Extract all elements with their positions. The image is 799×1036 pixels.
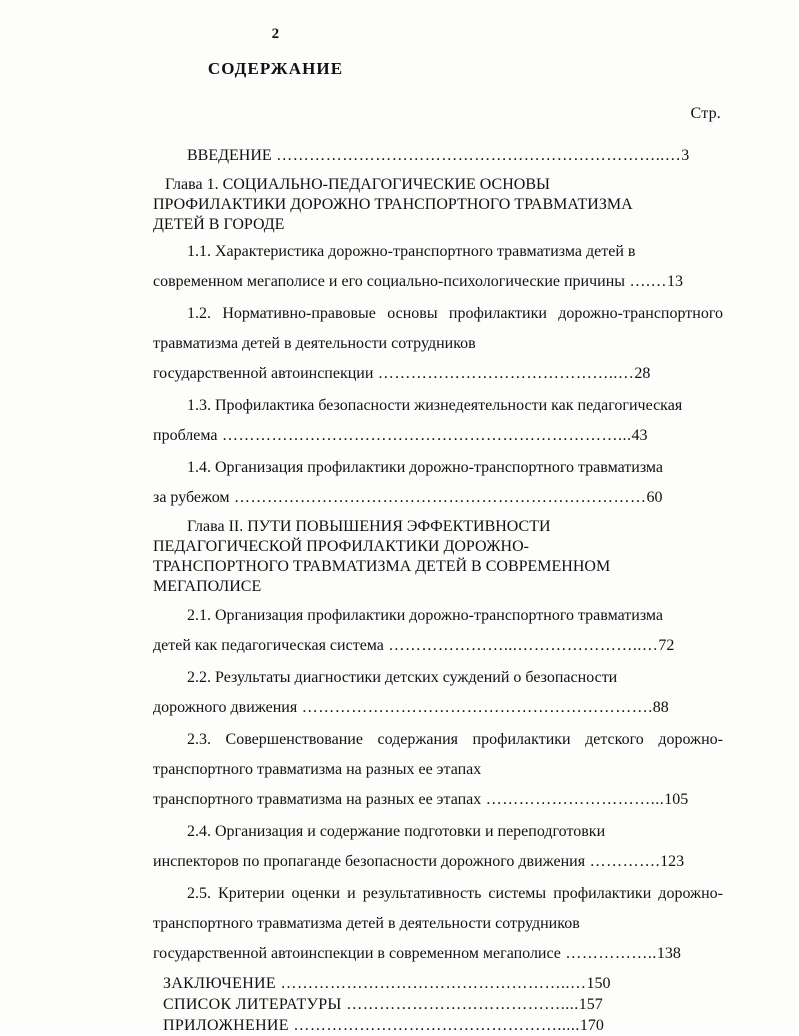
toc-entry-1-1[interactable] (153, 237, 723, 297)
toc-entry-lastline (153, 939, 723, 969)
toc-entry-label: 1.3. Профилактика безопасности жизнедеятельности как педагогическая (187, 397, 683, 414)
toc-entry-lastline (153, 847, 723, 877)
dot-leader: …………….. (560, 945, 657, 962)
toc-entry-label: СПИСОК ЛИТЕРАТУРЫ (163, 996, 342, 1013)
toc-entry-lastline-text: за рубежом (153, 489, 230, 506)
dot-leader: ……………………………………………..… (275, 975, 587, 992)
dot-leader: ……………………………………..… (373, 365, 635, 382)
toc-entry-label: ПРИЛОЖНЕНИЕ (163, 1017, 289, 1034)
chapter2-line-2: ПЕДАГОГИЧЕСКОЙ ПРОФИЛАКТИКИ ДОРОЖНО- (153, 538, 529, 555)
chapter1-line-1: Глава 1. СОЦИАЛЬНО-ПЕДАГОГИЧЕСКИЕ ОСНОВЫ (165, 176, 550, 193)
toc-entry-appendix[interactable] (153, 1015, 723, 1036)
toc-page-number: 170 (579, 1017, 604, 1034)
toc-chapter-heading-1[interactable] (153, 175, 723, 235)
dot-leader: ………………………………………………………………… (229, 489, 647, 506)
chapter1-line-2: ПРОФИЛАКТИКИ ДОРОЖНО ТРАНСПОРТНОГО ТРАВМАТИЗМА (153, 196, 633, 213)
toc-content (153, 26, 723, 1036)
toc-entry-label: 1.1. Характеристика дорожно-транспортного травматизма детей в (187, 243, 636, 260)
toc-entry-lastline-text: детей как педагогическая система (153, 637, 384, 654)
toc-entry-lastline-text: инспекторов по пропаганде безопасности дорожного движения (153, 853, 586, 870)
toc-entry-1-4[interactable] (153, 453, 723, 513)
toc-page-number: 150 (586, 975, 611, 992)
toc-entry-2-3[interactable] (153, 725, 723, 815)
toc-entry-label: 2.3. Совершенствование содержания профилактики детского дорожно-транспортного травматизма на разных ее этапах (153, 731, 723, 778)
toc-chapter-heading-2[interactable] (153, 517, 723, 597)
toc-entry-label: 1.2. Нормативно-правовые основы профилактики дорожно-транспортного травматизма детей в деятельности сотрудников (153, 305, 723, 352)
toc-entry-label: 2.5. Критерии оценки и результативность системы профилактики дорожно-транспортного травматизма детей в деятельности сотрудников (153, 885, 723, 932)
dot-leader: ……………………………………………………………..… (271, 147, 682, 164)
toc-entry-lastline (153, 785, 723, 815)
toc-entry-lastline-text: государственной автоинспекции (153, 365, 374, 382)
toc-page-number: 43 (631, 427, 648, 444)
chapter2-line-4: МЕГАПОЛИСЕ (153, 578, 262, 595)
toc-entry-label: ВВЕДЕНИЕ (187, 147, 272, 164)
toc-entry-label: ЗАКЛЮЧЕНИЕ (163, 975, 276, 992)
dot-leader: …………………………... (481, 791, 665, 808)
toc-page-number: 13 (667, 273, 684, 290)
toc-page-number: 123 (660, 853, 685, 870)
pages-column-label: Стр. (690, 105, 721, 122)
toc-entry-introduction[interactable] (153, 141, 723, 171)
toc-entry-lastline (153, 631, 723, 661)
toc-page-number: 88 (652, 699, 669, 716)
toc-page-number: 157 (578, 996, 603, 1013)
toc-entry-lastline-text: проблема (153, 427, 218, 444)
toc-page-number: 138 (656, 945, 681, 962)
toc-page-number: 60 (646, 489, 663, 506)
toc-page-number: 105 (664, 791, 689, 808)
toc-entry-label: 1.4. Организация профилактики дорожно-транспортного травматизма (187, 459, 664, 476)
dot-leader: ………………………………….... (341, 996, 579, 1013)
dot-leader: ….… (625, 273, 668, 290)
dot-leader: …………………………………………..... (288, 1017, 580, 1034)
toc-page-number: 3 (681, 147, 690, 164)
toc-entry-label: 2.1. Организация профилактики дорожно-транспортного травматизма (187, 607, 664, 624)
chapter1-line-3: ДЕТЕЙ В ГОРОДЕ (153, 216, 285, 233)
page-folio-number: 2 (271, 26, 280, 42)
toc-entry-lastline (153, 483, 723, 513)
toc-entry-lastline (153, 267, 723, 297)
toc-entry-lastline-text: транспортного травматизма на разных ее этапах (153, 791, 482, 808)
toc-entry-bibliography[interactable] (153, 994, 723, 1015)
toc-page-number: 28 (634, 365, 651, 382)
toc-entry-lastline (153, 421, 723, 451)
dot-leader: …………………...…………………..… (383, 637, 659, 654)
toc-entry-label: 2.2. Результаты диагностики детских суждений о безопасности (187, 669, 618, 686)
toc-entry-lastline-text: государственной автоинспекции в современном мегаполисе (153, 945, 561, 962)
toc-entry-lastline-text: дорожного движения (153, 699, 298, 716)
toc-entry-2-2[interactable] (153, 663, 723, 723)
chapter2-line-1: Глава II. ПУТИ ПОВЫШЕНИЯ ЭФФЕКТИВНОСТИ (187, 518, 551, 535)
page-title: СОДЕРЖАНИЕ (207, 59, 344, 78)
toc-page-number: 72 (658, 637, 675, 654)
chapter2-line-3: ТРАНСПОРТНОГО ТРАВМАТИЗМА ДЕТЕЙ В СОВРЕМЕННОМ (153, 558, 611, 575)
toc-entry-lastline (153, 359, 723, 389)
toc-entry-1-2[interactable] (153, 299, 723, 389)
toc-entry-1-3[interactable] (153, 391, 723, 451)
toc-backmatter-list (153, 973, 723, 1036)
toc-entry-lastline (153, 693, 723, 723)
dot-leader: ………………………………………………………………... (217, 427, 632, 444)
toc-entry-label: 2.4. Организация и содержание подготовки и переподготовки (187, 823, 606, 840)
dot-leader: …………. (585, 853, 661, 870)
dot-leader: ………………………………………………………. (297, 699, 653, 716)
toc-entry-2-5[interactable] (153, 879, 723, 969)
toc-entry-lastline-text: современном мегаполисе и его социально-психологические причины (153, 273, 626, 290)
toc-entry-2-1[interactable] (153, 601, 723, 661)
toc-entry-conclusion[interactable] (153, 973, 723, 994)
toc-entry-2-4[interactable] (153, 817, 723, 877)
